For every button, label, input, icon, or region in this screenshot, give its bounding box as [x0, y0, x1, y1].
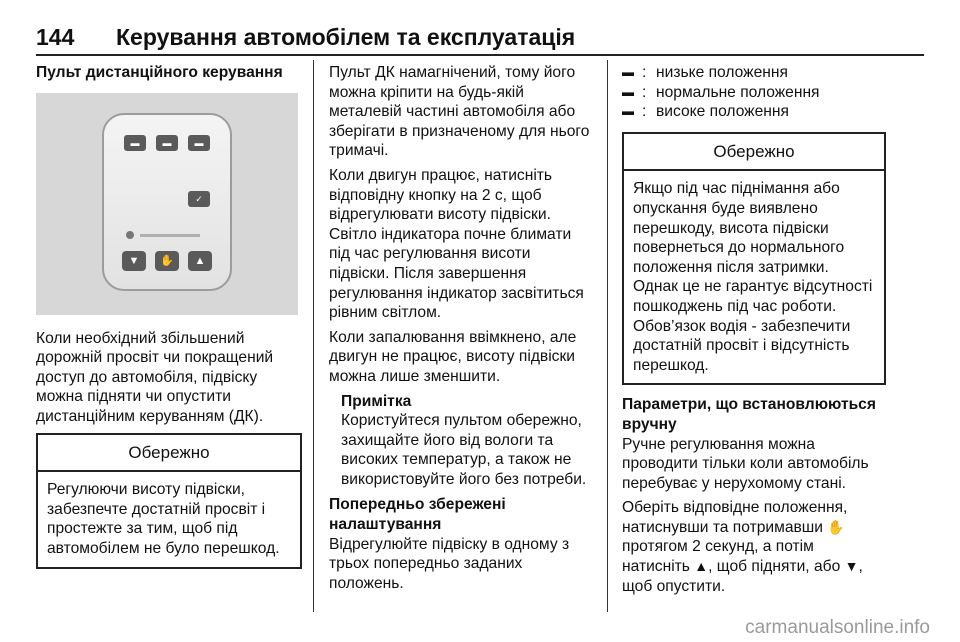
header-rule [36, 54, 924, 56]
intro-paragraph: Коли необхідний збільшений дорожній просвіт чи покращений доступ до автомобіля, підвіску можна підняти чи опустити дистанційним керуванням (ДК). [36, 329, 274, 425]
column-2 [329, 63, 595, 598]
page-title: Керування автомобілем та експлуатація [116, 24, 576, 50]
arrow-down-icon: ▼ [122, 251, 146, 271]
car-normal-icon: ▬ [622, 84, 634, 99]
column-1 [36, 63, 302, 577]
column-divider-1 [313, 60, 314, 612]
paragraph-presets: Відрегулюйте підвіску в одному з трьох попередньо заданих положень. [329, 535, 570, 592]
height-legend [622, 63, 886, 122]
hand-icon: ✋ [827, 518, 845, 535]
hand-icon: ✋ [155, 251, 179, 271]
note-box [329, 392, 595, 490]
paragraph-manual-steps: Оберіть відповідне положення, натиснувши та потримавши ✋ протягом 2 секунд, а потім натисніть ▲, щоб підняти, або ▼, щоб опустити. [622, 499, 863, 595]
indicator-led [126, 231, 134, 239]
note-body: Користуйтеся пультом обережно, захищайте його від вологи та високих температур, а також не використовуйте його без потреби. [341, 412, 587, 488]
column-3 [622, 63, 886, 601]
car-low-icon: ▬ [622, 65, 634, 79]
note-title: Примітка [341, 392, 412, 410]
watermark: carmanualsonline.info [745, 617, 930, 638]
arrow-down-icon: ▼ [844, 558, 859, 575]
section-heading-remote: Пульт дистанційного керування [36, 64, 283, 81]
page-header [36, 24, 924, 54]
car-low-icon: ▬ [124, 135, 146, 151]
remote-control-figure [36, 93, 298, 315]
remote-divider [140, 234, 200, 237]
warning-box-1 [36, 433, 302, 569]
car-high-icon: ▬ [622, 104, 634, 119]
remote-control [102, 113, 232, 291]
section-heading-manual: Параметри, що встановлюються вручну [622, 396, 876, 433]
legend-item-normal: ▬ : нормальне положення [622, 83, 820, 101]
paragraph-magnetic: Пульт ДК намагнічений, тому його можна кріпити на будь-якій металевій частині автомобіля або зберігати в призначеному для нього тримачі. [329, 64, 590, 160]
arrow-up-icon: ▲ [694, 558, 709, 575]
car-high-icon: ▬ [188, 135, 210, 151]
warning-title-1: Обережно [38, 435, 300, 473]
legend-item-low: ▬ : низьке положення [622, 64, 788, 81]
memory-save-icon: ✓ [188, 191, 210, 207]
paragraph-engine-running: Коли двигун працює, натисніть відповідну кнопку на 2 с, щоб відрегулювати висоту підвіски. Світло індикатора почне блимати під час регулювання висоти підвіски. Після завершення регулювання індикатор засвітиться рівним світлом. [329, 166, 584, 322]
paragraph-ignition: Коли запалювання ввімкнено, але двигун не працює, висоту підвіски можна лише зменшити. [329, 328, 577, 385]
legend-item-high: ▬ : високе положення [622, 103, 789, 121]
warning-body-2: Якщо під час піднімання або опускання буде виявлено перешкоду, висота підвіски повернеться до нормального положення після затримки. Однак це не гарантує відсутності пошкоджень під час роботи. Обов’язок водія - забезпечити достатній просвіт і відсутність перешкод. [633, 180, 873, 374]
warning-title-2: Обережно [624, 134, 884, 172]
warning-box-2 [622, 132, 886, 386]
page-number: 144 [36, 24, 75, 50]
arrow-up-icon: ▲ [188, 251, 212, 271]
warning-body-1: Регулюючи висоту підвіски, забезпечте достатній просвіт і простежте за тим, щоб під автомобілем не було перешкод. [47, 481, 280, 557]
section-heading-presets: Попередньо збережені налаштування [329, 496, 506, 534]
paragraph-manual-stationary: Ручне регулювання можна проводити тільки коли автомобіль перебуває у нерухомому стані. [622, 435, 869, 492]
column-divider-2 [607, 60, 608, 612]
car-normal-icon: ▬ [156, 135, 178, 151]
